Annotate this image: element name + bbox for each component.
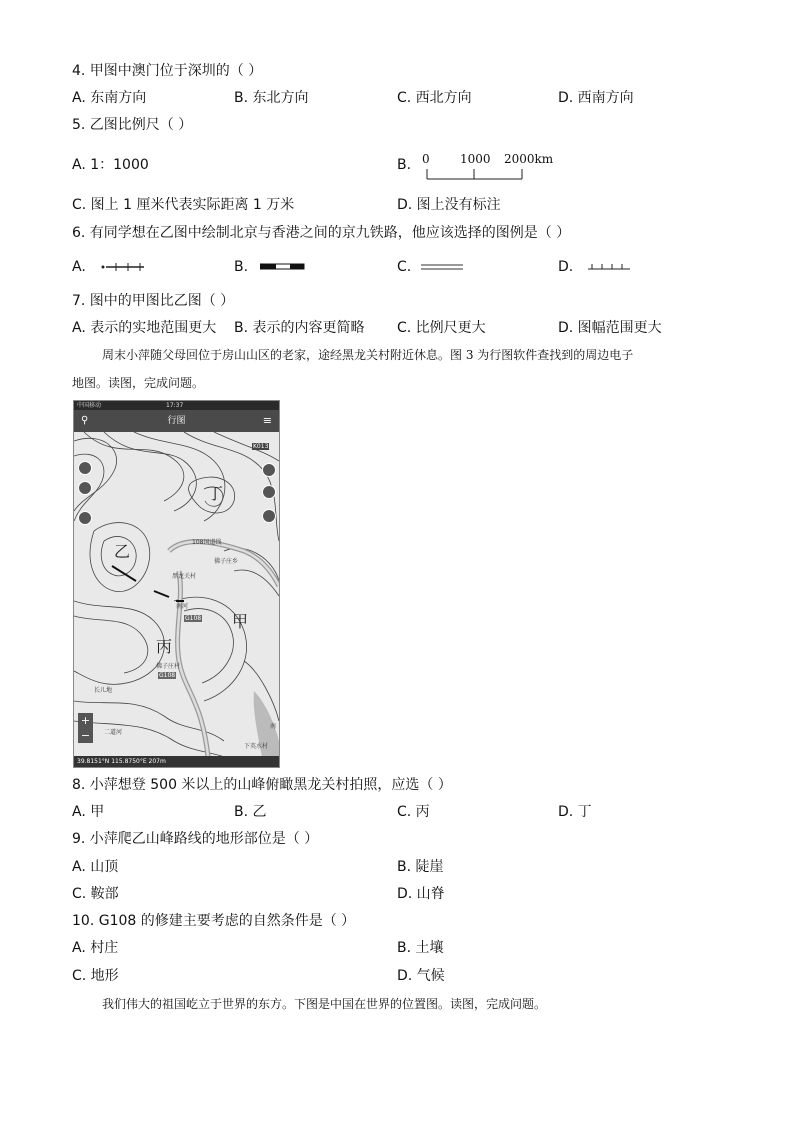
question-9-option-d[interactable]: D. 山脊 (397, 886, 445, 902)
option-d-label: D. (558, 259, 574, 275)
question-5-option-d[interactable]: D. 图上没有标注 (397, 197, 501, 213)
question-7-option-b[interactable]: B. 表示的内容更简略 (234, 320, 365, 336)
scale-tick-2000: 2000km (504, 152, 554, 166)
map-label-g108-upper: G108 (185, 615, 202, 622)
app-title: 行图 (167, 416, 186, 426)
question-4-stem: 4. 甲图中澳门位于深圳的（ ） (72, 63, 263, 79)
scale-tick-1000: 1000 (460, 152, 491, 166)
app-nav-bar (74, 410, 279, 432)
zoom-out-button[interactable]: − (80, 729, 91, 742)
question-7-option-d[interactable]: D. 图幅范围更大 (558, 320, 662, 336)
question-7-option-c[interactable]: C. 比例尺更大 (397, 320, 486, 336)
question-6-option-b[interactable] (234, 258, 248, 276)
rail-bar-symbol-icon (260, 262, 310, 272)
navigate-icon[interactable] (262, 485, 276, 499)
question-7-option-a[interactable]: A. 表示的实地范围更大 (72, 320, 217, 336)
question-5-stem: 5. 乙图比例尺（ ） (72, 117, 193, 133)
question-10-option-b[interactable]: B. 土壤 (397, 940, 444, 956)
map-label-fozi-township: 佛子庄乡 (214, 558, 239, 565)
question-6-option-a[interactable] (72, 258, 86, 276)
question-10-stem: 10. G108 的修建主要考虑的自然条件是（ ） (72, 913, 356, 929)
map-label-changer: 长儿地 (94, 687, 113, 694)
topographic-map (73, 400, 280, 768)
map-label-road: 108国道线 (192, 539, 222, 546)
option-a-label: A. (72, 259, 86, 275)
question-8-option-d[interactable]: D. 丁 (558, 804, 592, 820)
railway-symbol-icon (100, 262, 150, 272)
option-b-label: B. (397, 157, 412, 173)
question-4-option-b[interactable]: B. 东北方向 (234, 90, 309, 106)
map-label-bing: 丙 (156, 637, 173, 656)
map-label-yi: 乙 (114, 542, 131, 561)
map-label-jia: 甲 (232, 612, 249, 631)
option-c-label: C. (397, 259, 412, 275)
question-6-stem: 6. 有同学想在乙图中绘制北京与香港之间的京九铁路，他应该选择的图例是（ ） (72, 225, 571, 241)
share-icon[interactable] (262, 509, 276, 523)
map-label-k013: K013 (253, 443, 269, 450)
phone-status-bar (74, 401, 279, 410)
question-10-option-a[interactable]: A. 村庄 (72, 940, 119, 956)
map-label-nan: 南 (270, 723, 277, 730)
intro-paragraph-line-1: 周末小萍随父母回位于房山山区的老家，途经黑龙关村附近休息。图 3 为行图软件查找到的周边电子 (102, 348, 634, 362)
locate-icon[interactable] (78, 511, 92, 525)
double-line-symbol-icon (421, 262, 471, 272)
scale-bar (422, 152, 562, 182)
question-5-option-b[interactable] (397, 156, 411, 174)
contour-lines-icon (74, 401, 279, 767)
question-8-option-a[interactable]: A. 甲 (72, 804, 105, 820)
map-label-ding: 丁 (207, 484, 224, 503)
tool-icon[interactable] (262, 463, 276, 477)
question-9-stem: 9. 小萍爬乙山峰路线的地形部位是（ ） (72, 831, 319, 847)
question-10-option-d[interactable]: D. 气候 (397, 968, 445, 984)
layers-icon[interactable] (78, 461, 92, 475)
map-label-xiaying: 下英水村 (244, 743, 269, 750)
coordinate-readout: 39.8151°N 115.8750°E 207m (74, 756, 279, 767)
map-label-heilongguan: 黑龙关村 (172, 573, 197, 580)
zoom-control (78, 713, 93, 743)
intro-paragraph-line-2: 地图。读图，完成问题。 (72, 376, 205, 390)
zoom-in-button[interactable]: + (80, 714, 91, 727)
question-4-option-a[interactable]: A. 东南方向 (72, 90, 147, 106)
intro-paragraph-2: 我们伟大的祖国屹立于世界的东方。下图是中国在世界的位置图。读图，完成问题。 (102, 997, 547, 1011)
map-label-g108-lower: G108 (159, 672, 176, 679)
menu-icon[interactable]: ≡ (262, 414, 272, 427)
scale-tick-0: 0 (422, 152, 430, 166)
map-label-fozi-village: 佛子庄村 (156, 663, 181, 670)
question-8-stem: 8. 小萍想登 500 米以上的山峰俯瞰黑龙关村拍照，应选（ ） (72, 777, 452, 793)
question-9-option-a[interactable]: A. 山顶 (72, 859, 119, 875)
clock-label: 17:37 (166, 402, 184, 409)
map-label-nanhe: 南河 (176, 603, 189, 610)
search-icon[interactable]: ⚲ (81, 415, 89, 426)
tick-line-symbol-icon (588, 261, 638, 271)
option-b-label: B. (234, 259, 249, 275)
compass-icon[interactable] (78, 481, 92, 495)
scale-line-icon (422, 152, 562, 182)
question-8-option-c[interactable]: C. 丙 (397, 804, 430, 820)
question-5-option-c[interactable]: C. 图上 1 厘米代表实际距离 1 万米 (72, 197, 295, 213)
carrier-label: 中国移动 (77, 402, 102, 409)
question-5-option-a[interactable]: A. 1：1000 (72, 157, 149, 173)
question-10-option-c[interactable]: C. 地形 (72, 968, 119, 984)
question-9-option-c[interactable]: C. 鞍部 (72, 886, 119, 902)
question-6-option-d[interactable] (558, 258, 573, 276)
question-7-stem: 7. 图中的甲图比乙图（ ） (72, 293, 235, 309)
question-4-option-d[interactable]: D. 西南方向 (558, 90, 634, 106)
question-8-option-b[interactable]: B. 乙 (234, 804, 267, 820)
question-9-option-b[interactable]: B. 陡崖 (397, 859, 444, 875)
question-6-option-c[interactable] (397, 258, 411, 276)
map-label-erdao: 二道河 (104, 729, 123, 736)
question-4-option-c[interactable]: C. 西北方向 (397, 90, 472, 106)
